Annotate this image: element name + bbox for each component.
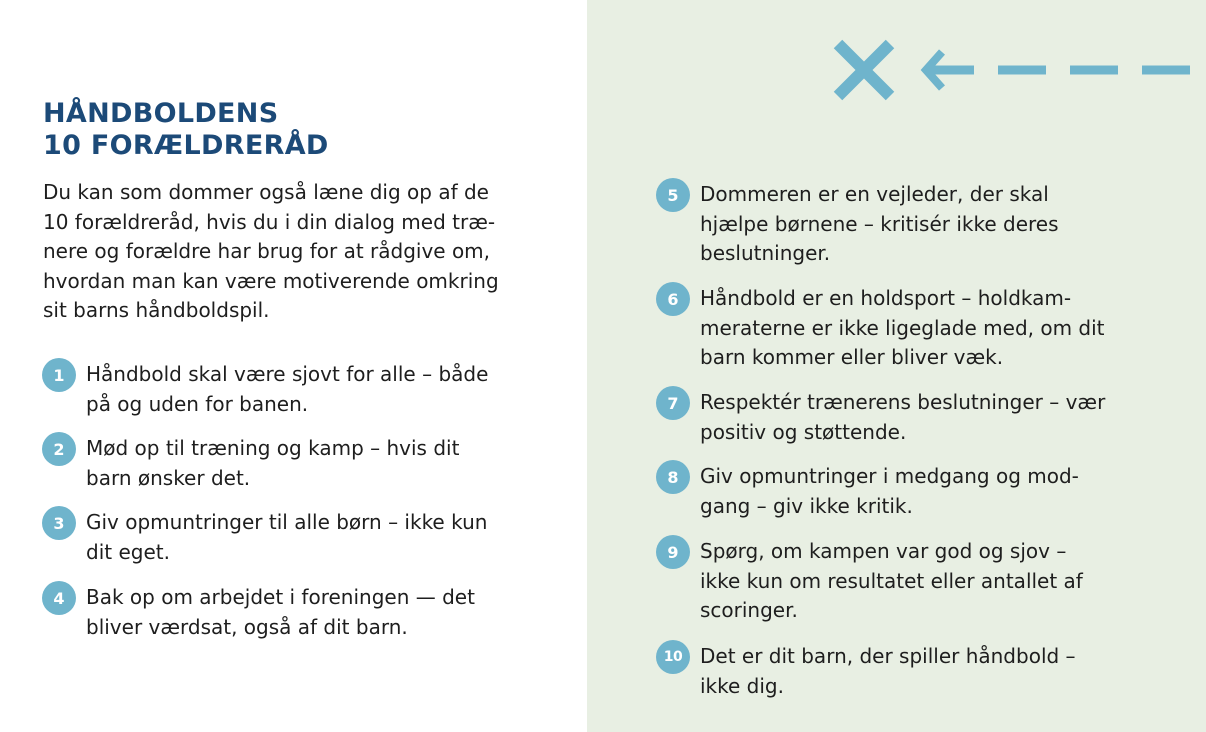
- tip-line: positiv og støttende.: [700, 419, 907, 444]
- arrow-left-icon: [926, 52, 974, 88]
- tip-number-badge: 9: [656, 535, 690, 569]
- tip-4: [42, 583, 475, 642]
- tip-line: Giv opmuntringer til alle børn – ikke kun: [86, 510, 488, 534]
- page-title: [43, 98, 329, 162]
- intro-paragraph: [43, 178, 543, 326]
- tip-text: [700, 180, 1059, 269]
- tip-line: Dommeren er en vejleder, der skal: [700, 182, 1049, 206]
- tip-line: bliver værdsat, også af dit barn.: [86, 614, 408, 639]
- tip-line: Mød op til træning og kamp – hvis dit: [86, 436, 460, 460]
- tip-line: ikke dig.: [700, 673, 784, 698]
- tip-5: [656, 180, 1059, 269]
- tip-text: [86, 508, 487, 567]
- title-line-2: 10 FORÆLDRERÅD: [43, 130, 329, 161]
- x-mark-icon: [838, 44, 890, 96]
- tip-text: [700, 462, 1079, 521]
- tip-6: [656, 284, 1105, 373]
- play-diagram-graphic: [830, 38, 1195, 104]
- tip-number-badge: 6: [656, 282, 690, 316]
- tip-number-badge: 8: [656, 460, 690, 494]
- tip-2: [42, 434, 459, 493]
- tip-line: Håndbold er en holdsport – holdkam-: [700, 286, 1072, 310]
- tip-text: [86, 583, 475, 642]
- tip-8: [656, 462, 1079, 521]
- tip-line: Bak op om arbejdet i foreningen — det: [86, 585, 475, 609]
- tip-number-badge: 3: [42, 506, 76, 540]
- intro-line: sit barns håndboldspil.: [43, 298, 270, 322]
- tip-line: hjælpe børnene – kritisér ikke deres: [700, 211, 1059, 236]
- tip-line: Det er dit barn, der spiller håndbold –: [700, 644, 1076, 668]
- tip-line: på og uden for banen.: [86, 391, 309, 416]
- tip-line: gang – giv ikke kritik.: [700, 493, 913, 518]
- tip-number-badge: 1: [42, 358, 76, 392]
- tip-text: [86, 434, 459, 493]
- tip-line: scoringer.: [700, 598, 798, 622]
- intro-line: 10 forældreråd, hvis du i din dialog med træ-: [43, 209, 496, 234]
- tip-line: meraterne er ikke ligeglade med, om dit: [700, 315, 1105, 340]
- tip-number-badge: 4: [42, 581, 76, 615]
- tip-9: [656, 537, 1083, 626]
- tip-line: ikke kun om resultatet eller antallet af: [700, 568, 1083, 593]
- intro-line: nere og forældre har brug for at rådgive om,: [43, 239, 491, 263]
- tip-line: Giv opmuntringer i medgang og mod-: [700, 464, 1079, 488]
- tip-3: [42, 508, 487, 567]
- tip-line: Spørg, om kampen var god og sjov –: [700, 539, 1067, 563]
- tip-line: Respektér trænerens beslutninger – vær: [700, 390, 1106, 414]
- tip-text: [700, 388, 1105, 447]
- tip-number-badge: 10: [656, 640, 690, 674]
- tip-line: beslutninger.: [700, 241, 831, 265]
- tip-text: [700, 284, 1105, 373]
- tip-line: Håndbold skal være sjovt for alle – både: [86, 362, 489, 386]
- intro-line: Du kan som dommer også læne dig op af de: [43, 180, 489, 204]
- tip-line: barn ønsker det.: [86, 465, 251, 490]
- tip-1: [42, 360, 488, 419]
- tip-number-badge: 7: [656, 386, 690, 420]
- tip-text: [700, 537, 1083, 626]
- tip-7: [656, 388, 1105, 447]
- intro-line: hvordan man kan være motiverende omkring: [43, 268, 499, 293]
- tip-10: [656, 642, 1076, 701]
- tip-text: [700, 642, 1076, 701]
- tip-text: [86, 360, 488, 419]
- tip-line: dit eget.: [86, 539, 170, 564]
- tip-number-badge: 5: [656, 178, 690, 212]
- tip-number-badge: 2: [42, 432, 76, 466]
- tip-line: barn kommer eller bliver væk.: [700, 345, 1004, 369]
- title-line-1: HÅNDBOLDENS: [43, 98, 279, 129]
